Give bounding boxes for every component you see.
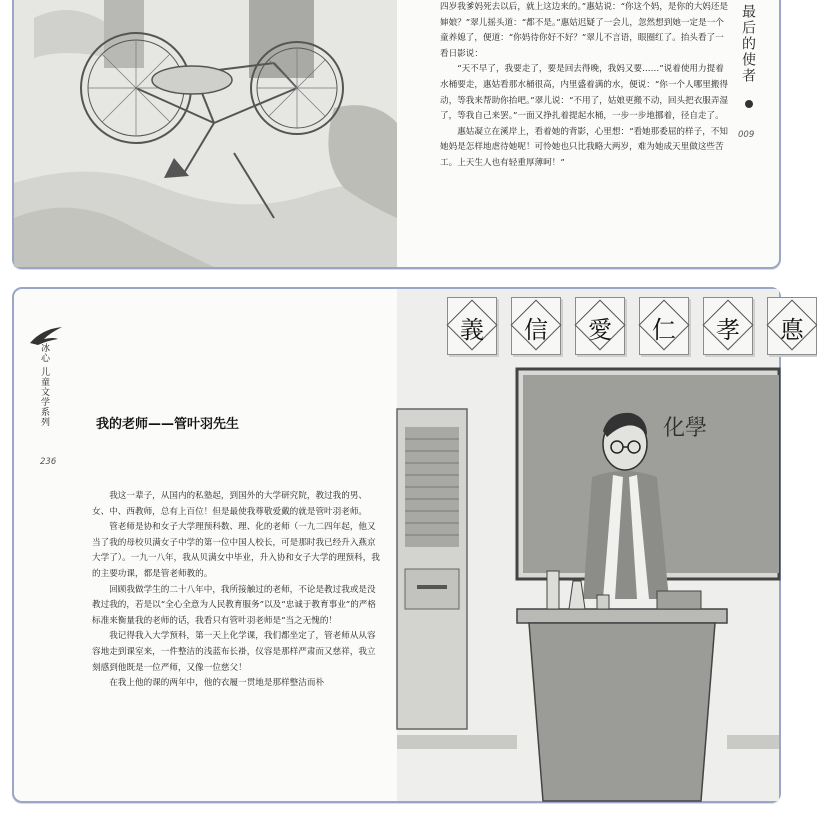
top-spread (12, 0, 781, 269)
banner-tile: 愛 (575, 297, 625, 355)
banner-tile: 孝 (703, 297, 753, 355)
paragraph: “天不早了，我要走了，要是回去得晚，我妈又要……”说着使用力提着水桶要走，惠姑看那水桶很高，内里盛着满的水，便说：“你一个人哪里搬得动，等我来帮助你抬吧。”翠儿说：“不用了，姑娘更搬不动，回头把衣服弄湿了，等我自己来罢。”一面又挣扎着提起水桶，一步一步地挪着，径自走了。 (440, 64, 729, 122)
paragraph: 在我上他的课的两年中，他的衣履一贯地是那样整洁而朴 (109, 678, 325, 689)
bottom-page-body (92, 489, 382, 692)
paragraph: 管老师是协和女子大学理预科数、理、化的老师（一九二四年起，他又当了我的母校贝满女子中学的第一位中国人校长，可是那时我已经升入燕京大学了）。一九一八年，我从贝满女中毕业，升入协和女子大学的理预科，我的主要功课，都是管老师教的。 (92, 522, 380, 579)
top-page-body (440, 0, 730, 172)
series-label: 冰心 儿童文学系列 (39, 343, 49, 427)
bicycle-illustration (14, 0, 397, 267)
classroom-scene-drawing (397, 359, 779, 801)
classroom-illustration (397, 289, 804, 801)
page-number: 009 (738, 130, 755, 140)
title-dot-icon (745, 100, 753, 108)
banner-tile: 信 (511, 297, 561, 355)
blackboard-writing: 化學 (663, 416, 708, 441)
chapter-title: 我的老师——管叶羽先生 (96, 417, 240, 432)
bottom-spread (12, 287, 804, 803)
bicycle-scene-drawing (14, 0, 397, 267)
paragraph: 我这一辈子，从国内的私塾起，到国外的大学研究院，教过我的男、女、中、西教师，总有上百位！但是最使我尊敬爱戴的就是管叶羽老师。 (92, 491, 368, 517)
paragraph: 回顾我做学生的二十八年中，我所接触过的老师，不论是教过我或是没教过我的，若是以“全心全意为人民教育服务”以及“忠诚于教育事业”的严格标准来衡量我的老师的话，我看只有管叶羽老师是“当之无愧的！ (92, 584, 376, 626)
paragraph: 四岁我爹妈死去以后，就上这边来的。”惠姑说：“你这个妈，是你的大妈还是婶娘？”翠儿摇头道：“都不是。”惠姑迟疑了一会儿，忽然想到她一定是一个童养媳了，便道：“你妈待你好不好？”翠儿不言语，眼圈红了。抬头看了一看日影说： (440, 2, 729, 59)
story-side-title: 最后的使者 (740, 4, 756, 84)
banner-tile: 悳 (767, 297, 817, 355)
page-number: 236 (40, 457, 57, 467)
banner-tile: 義 (447, 297, 497, 355)
paragraph: 惠姑凝立在溪岸上，看着她的背影，心里想：“看她那委屈的样子，不知她妈是怎样地虐待她呢！可怜她也只比我略大两岁，难为她成天里做这些苦工。上天生人也有轻重厚薄呵！” (440, 126, 728, 168)
paragraph: 我记得我入大学预科，第一天上化学课，我们都坐定了，管老师从从容容地走到课室来，一件整洁的浅蓝布长褂，仪容是那样严肃而又慈祥，我立刻感到他既是一位严师，又像一位慈父！ (92, 631, 376, 673)
banner-tile: 仁 (639, 297, 689, 355)
